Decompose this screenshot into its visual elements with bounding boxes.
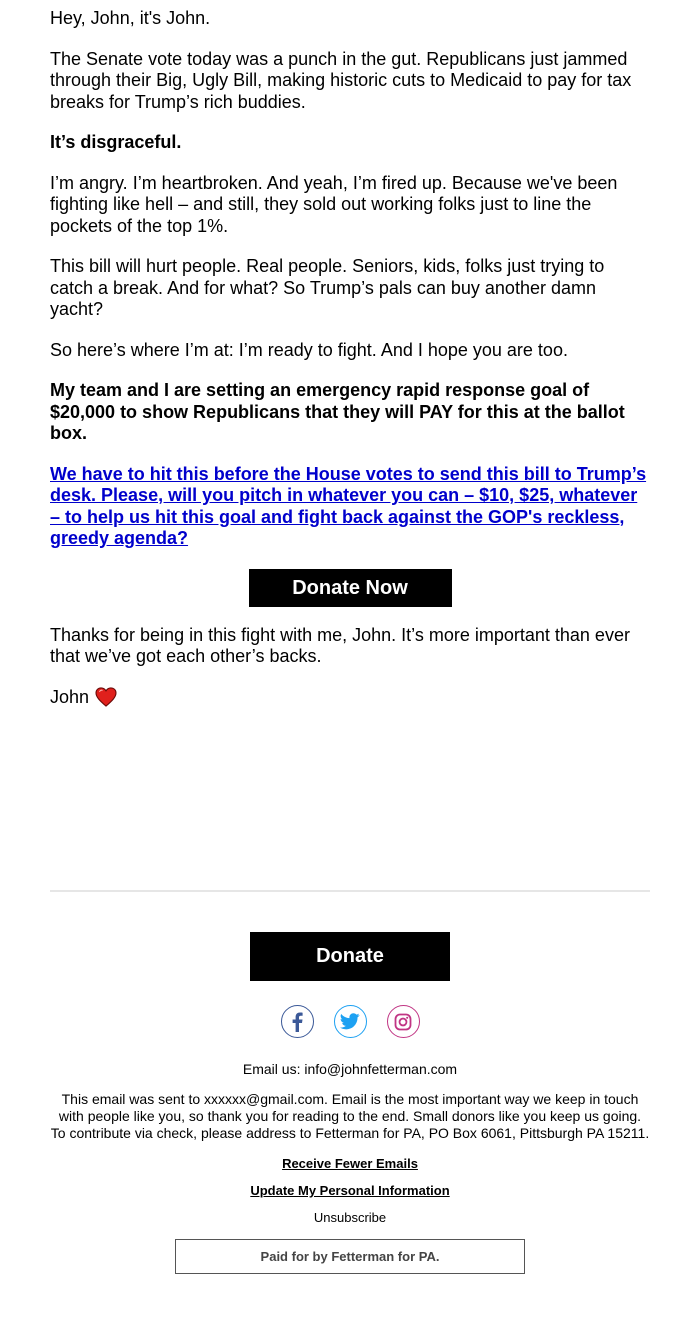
paragraph-disgraceful: It’s disgraceful. [50, 132, 182, 152]
paragraph-goal: My team and I are setting an emergency rapid response goal of $20,000 to show Republicans that they will PAY for this at the ballot box. [50, 380, 625, 443]
paid-for-disclaimer: Paid for by Fetterman for PA. [175, 1239, 525, 1274]
paragraph-senate-vote: The Senate vote today was a punch in the gut. Republicans just jammed through their Big, Ugly Bill, making historic cuts to Medicaid to pay for tax breaks for Trump’s rich buddies. [50, 48, 632, 112]
paragraph-thanks: Thanks for being in this fight with me, John. It’s more important than ever that we’ve got each other’s backs. [50, 624, 630, 666]
footer [50, 892, 650, 1274]
donate-now-button[interactable]: Donate Now [249, 569, 452, 607]
contact-email: Email us: info@johnfetterman.com [242, 1061, 458, 1077]
email-closing [50, 625, 650, 668]
signature [50, 687, 650, 709]
email-body [50, 8, 650, 550]
receive-fewer-emails-link[interactable]: Receive Fewer Emails [282, 1156, 418, 1171]
donate-cta-link[interactable]: We have to hit this before the House votes to send this bill to Trump’s desk. Please, will you pitch in whatever you can – $10, $25, whatever – to help us hit this goal and fight back against the GOP's reckless, greedy agenda? [50, 463, 647, 548]
paragraph-hurt-people: This bill will hurt people. Real people. Seniors, kids, folks just trying to catch a break. And for what? So Trump’s pals can buy another damn yacht? [50, 256, 605, 319]
greeting: Hey, John, it's John. [50, 8, 211, 28]
signature-name: John [50, 686, 90, 707]
unsubscribe-link[interactable]: Unsubscribe [313, 1210, 387, 1225]
donate-button[interactable]: Donate [250, 932, 450, 981]
paragraph-angry: I’m angry. I’m heartbroken. And yeah, I’m fired up. Because we've been fighting like hell – and still, they sold out working folks just to line the pockets of the top 1%. [50, 172, 618, 236]
twitter-icon[interactable] [334, 1005, 367, 1038]
cta-paragraph [50, 464, 650, 550]
instagram-icon[interactable] [387, 1005, 420, 1038]
red-heart-icon [95, 687, 117, 707]
paragraph-ready-to-fight: So here’s where I’m at: I’m ready to fight. And I hope you are too. [50, 339, 568, 360]
social-links [50, 1005, 650, 1038]
update-personal-info-link[interactable]: Update My Personal Information [250, 1183, 450, 1198]
facebook-icon[interactable] [281, 1005, 314, 1038]
donate-now-wrap [50, 569, 650, 607]
email-container [50, 0, 650, 1274]
footer-notice: This email was sent to xxxxxx@gmail.com. Email is the most important way we keep in touch with people like you, so thank you for reading to the end. Small donors like you keep us going. To contribute via check, please address to Fetterman for PA, PO Box 6061, Pittsburgh PA 15211. [50, 1091, 650, 1141]
